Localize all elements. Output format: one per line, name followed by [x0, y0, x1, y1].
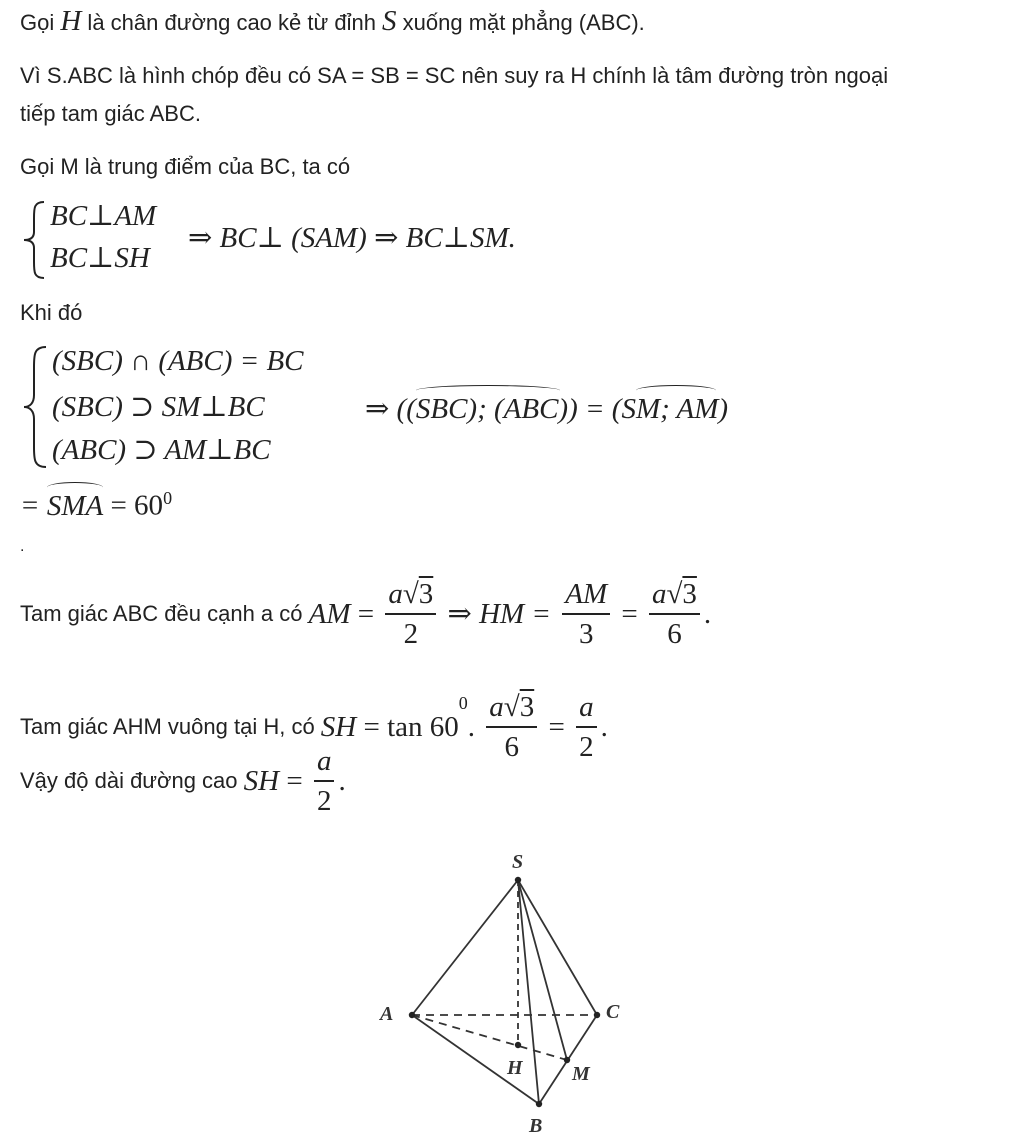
- edge-sb: [518, 880, 539, 1104]
- label-h: H: [507, 1057, 523, 1079]
- label-m: M: [572, 1063, 590, 1085]
- stray-dot: .: [20, 538, 25, 555]
- left-brace-icon: [20, 198, 50, 282]
- system1-row1: BC⊥AM: [50, 200, 157, 232]
- paragraph-foot-of-altitude: Gọi H là chân đường cao kẻ từ đỉnh S xuống mặt phẳng (ABC).: [20, 5, 645, 37]
- edge-sa: [412, 880, 518, 1015]
- system2-row2: (SBC) ⊃ SM⊥BC: [52, 391, 265, 423]
- fraction-a-over-2: $\frac{a}{2}$: [314, 744, 335, 818]
- paragraph-conclusion: Vậy độ dài đường cao SH = $\frac{a}{2}$ .: [20, 745, 346, 818]
- paragraph-regular-pyramid-line1: Vì S.ABC là hình chóp đều có SA = SB = SC nên suy ra H chính là tâm đường tròn ngoại: [20, 63, 889, 88]
- math-h: H: [60, 5, 82, 37]
- left-brace-icon: [20, 343, 50, 471]
- system2-row1: (SBC) ∩ (ABC) = BC: [52, 345, 304, 377]
- edge-sc: [518, 880, 597, 1015]
- system2-row3: (ABC) ⊃ AM⊥BC: [52, 434, 271, 466]
- paragraph-midpoint: Gọi M là trung điểm của BC, ta có: [20, 154, 351, 179]
- paragraph-am-hm: Tam giác ABC đều cạnh a có AM = $\frac{a√3}{2}$ ⇒ HM = $\frac{AM}{3}$ = $\frac{a√3}{6}$ .: [20, 578, 712, 651]
- fraction-a-sqrt3-over-6: $\frac{a√3}{6}$: [649, 577, 700, 651]
- edge-ab: [412, 1015, 539, 1104]
- system2-result: ⇒ (( SBC); (ABC)) = (S M; AM): [365, 391, 728, 426]
- paragraph-sh-tan: Tam giác AHM vuông tại H, có SH = $\tan 60^0$. $\frac{a√3}{6}$ = $\frac{a}{2}$ .: [20, 691, 608, 764]
- fraction-a-over-2: $\frac{a}{2}$: [576, 690, 597, 764]
- label-s: S: [512, 851, 524, 873]
- label-a: A: [380, 1003, 394, 1025]
- paragraph-then: Khi đó: [20, 300, 83, 325]
- label-b: B: [529, 1115, 543, 1137]
- segment-sm: [518, 880, 567, 1060]
- math-s: S: [382, 5, 397, 37]
- segment-am-hidden: [412, 1015, 567, 1060]
- label-c: C: [606, 1001, 620, 1023]
- system1-row2: BC⊥SH: [50, 242, 150, 274]
- fraction-am-over-3: $\frac{AM}{3}$: [562, 577, 610, 651]
- system1-result: ⇒ BC⊥ (SAM) ⇒ BC⊥SM.: [188, 222, 516, 254]
- equation-system-2: [20, 343, 840, 473]
- edge-bc: [539, 1015, 597, 1104]
- paragraph-regular-pyramid-line2: tiếp tam giác ABC.: [20, 101, 201, 126]
- fraction-a-sqrt3-over-2: $\frac{a√3}{2}$: [385, 577, 436, 651]
- equation-system-1: [20, 198, 620, 282]
- fraction-a-sqrt3-over-6: $\frac{a√3}{6}$: [486, 690, 537, 764]
- equation-angle-sma: = SMA = $60^0$: [20, 488, 172, 523]
